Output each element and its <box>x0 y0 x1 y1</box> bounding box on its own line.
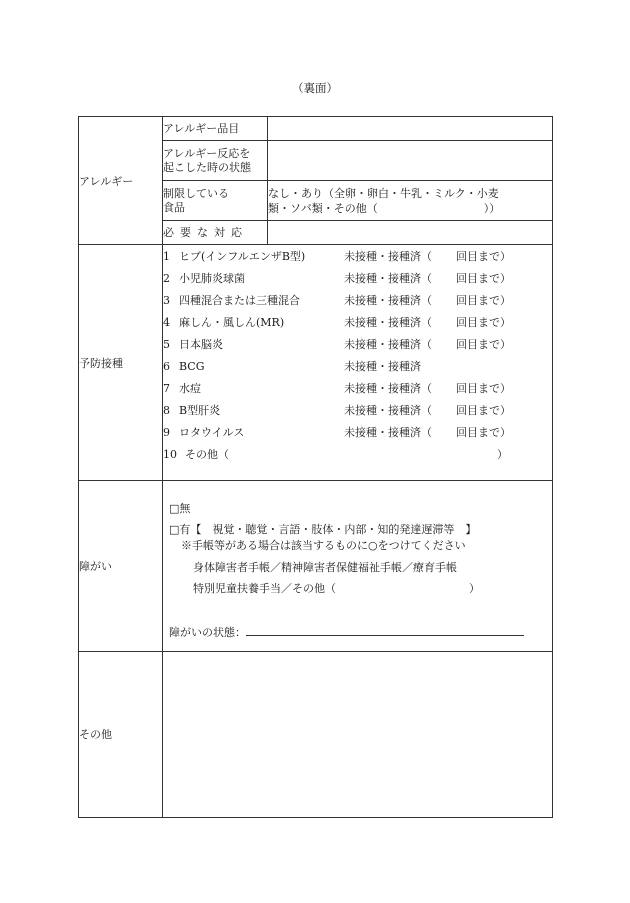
vaccination-section-label: 予防接種 <box>79 245 163 481</box>
restricted-food-line2 <box>268 201 552 216</box>
restricted-food-line2-text: 類・ソバ類・その他（ <box>268 201 378 215</box>
vaccination-other-num: 10 <box>163 447 177 461</box>
vaccination-row-other[interactable] <box>163 443 552 465</box>
vaccination-row[interactable] <box>163 245 552 267</box>
disability-allowance-text: 特別児童扶養手当／その他（ <box>193 582 336 596</box>
vaccination-row[interactable] <box>163 267 552 289</box>
disability-section-label: 障がい <box>79 481 163 651</box>
vaccination-row[interactable] <box>163 289 552 311</box>
other-field[interactable] <box>163 651 553 817</box>
disability-has-checkbox[interactable]: □有【 視覚・聴覚・言語・肢体・内部・知的発達遅滞等 】 <box>169 523 477 537</box>
vaccination-num: 1 <box>163 249 170 263</box>
vaccination-status[interactable]: 未接種・接種済（ <box>344 272 432 286</box>
allergy-item-label: アレルギー品目 <box>163 117 268 141</box>
required-response-label: 必要な対応 <box>163 221 268 245</box>
health-form-table <box>78 116 553 818</box>
vaccination-other-close: ） <box>497 448 508 462</box>
vaccination-name: ロタウイルス <box>179 426 245 440</box>
vaccination-num: 7 <box>163 381 170 395</box>
vaccination-status[interactable]: 未接種・接種済（ <box>344 382 432 396</box>
vaccination-row[interactable] <box>163 355 552 377</box>
disability-none-checkbox[interactable]: □無 <box>169 502 191 516</box>
vaccination-row[interactable] <box>163 311 552 333</box>
vaccination-num: 6 <box>163 359 170 373</box>
vaccination-count: 回目まで） <box>456 382 511 396</box>
vaccination-count: 回目まで） <box>456 294 511 308</box>
disability-status-label: 障がいの状態： <box>169 626 246 640</box>
allergy-reaction-field[interactable] <box>268 141 553 181</box>
vaccination-count: 回目まで） <box>456 338 511 352</box>
vaccination-list <box>163 245 553 481</box>
vaccination-name: 日本脳炎 <box>179 338 223 352</box>
allergy-reaction-label <box>163 141 268 181</box>
vaccination-status[interactable]: 未接種・接種済（ <box>344 338 432 352</box>
disability-handbooks[interactable]: 身体障害者手帳／精神障害者保健福祉手帳／療育手帳 <box>193 561 457 575</box>
restricted-food-label-line1: 制限している <box>163 186 229 200</box>
allergy-item-field[interactable] <box>268 117 553 141</box>
disability-note: ※手帳等がある場合は該当するものに○をつけてください <box>181 539 466 553</box>
vaccination-row[interactable] <box>163 421 552 443</box>
vaccination-row[interactable] <box>163 399 552 421</box>
vaccination-count: 回目まで） <box>456 250 511 264</box>
allergy-reaction-label-line1: アレルギー反応を <box>163 146 251 160</box>
required-response-field[interactable] <box>268 221 553 245</box>
disability-allowance-close: ） <box>469 582 480 596</box>
allergy-section-label: アレルギー <box>79 117 163 245</box>
vaccination-status[interactable]: 未接種・接種済（ <box>344 426 432 440</box>
vaccination-name: ヒブ(インフルエンザB型) <box>179 250 306 264</box>
vaccination-name: 小児肺炎球菌 <box>179 272 245 286</box>
vaccination-num: 2 <box>163 271 170 285</box>
vaccination-name: 麻しん・風しん(MR) <box>179 316 285 330</box>
vaccination-status[interactable]: 未接種・接種済（ <box>344 294 432 308</box>
vaccination-num: 5 <box>163 337 170 351</box>
vaccination-status[interactable]: 未接種・接種済 <box>344 360 421 374</box>
vaccination-status[interactable]: 未接種・接種済（ <box>344 404 432 418</box>
vaccination-count: 回目まで） <box>456 316 511 330</box>
vaccination-name: 水痘 <box>179 382 201 396</box>
disability-allowance[interactable] <box>193 580 480 596</box>
restricted-food-label-line2: 食品 <box>163 200 185 214</box>
vaccination-count: 回目まで） <box>456 404 511 418</box>
vaccination-num: 8 <box>163 403 170 417</box>
vaccination-name: B型肝炎 <box>179 404 221 418</box>
vaccination-status[interactable]: 未接種・接種済（ <box>344 250 432 264</box>
vaccination-status[interactable]: 未接種・接種済（ <box>344 316 432 330</box>
restricted-food-line1: なし・あり（全卵・卵白・牛乳・ミルク・小麦 <box>268 186 499 200</box>
disability-section <box>163 481 553 651</box>
restricted-food-label <box>163 181 268 221</box>
restricted-food-field[interactable] <box>268 181 553 221</box>
allergy-reaction-label-line2: 起こした時の状態 <box>163 160 251 174</box>
vaccination-num: 9 <box>163 425 170 439</box>
vaccination-other-label: その他（ <box>185 448 229 462</box>
disability-status <box>169 624 524 640</box>
restricted-food-line2-close: ）） <box>483 201 501 215</box>
vaccination-num: 3 <box>163 293 170 307</box>
page-title: （裏面） <box>292 81 338 95</box>
vaccination-row[interactable] <box>163 333 552 355</box>
vaccination-row[interactable] <box>163 377 552 399</box>
vaccination-name: BCG <box>179 359 205 373</box>
disability-status-input-line[interactable] <box>246 624 524 636</box>
other-section-label: その他 <box>79 651 163 817</box>
vaccination-count: 回目まで） <box>456 426 511 440</box>
vaccination-name: 四種混合または三種混合 <box>179 294 300 308</box>
vaccination-count: 回目まで） <box>456 272 511 286</box>
vaccination-num: 4 <box>163 315 170 329</box>
